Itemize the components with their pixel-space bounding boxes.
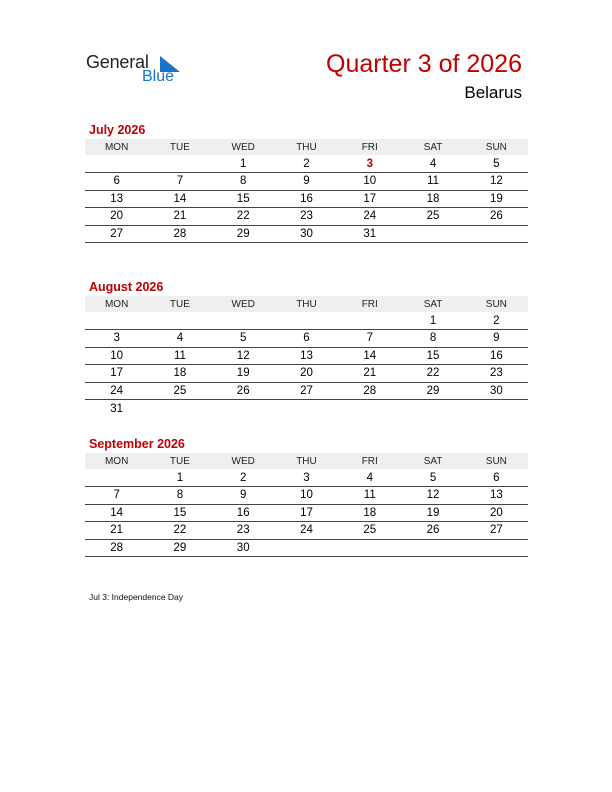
weekday-header: THU (275, 296, 338, 312)
month-title: July 2026 (89, 123, 146, 137)
weekday-header-row (85, 453, 528, 469)
day-cell: 8 (148, 487, 211, 505)
day-cell: 23 (465, 365, 528, 383)
empty-day-cell (85, 312, 148, 330)
month-title: September 2026 (89, 437, 185, 451)
weekday-header-row (85, 139, 528, 155)
day-cell: 23 (275, 208, 338, 226)
day-cell: 20 (465, 504, 528, 522)
weekday-header: SAT (401, 139, 464, 155)
month-august (85, 279, 528, 417)
week-row (85, 487, 528, 505)
day-cell: 27 (465, 522, 528, 540)
weekday-header: FRI (338, 139, 401, 155)
day-cell: 10 (338, 173, 401, 191)
weekday-header: MON (85, 296, 148, 312)
day-cell: 25 (338, 522, 401, 540)
week-row (85, 312, 528, 330)
day-cell: 9 (465, 330, 528, 348)
day-cell: 19 (465, 190, 528, 208)
day-cell: 31 (338, 225, 401, 243)
day-cell: 26 (212, 382, 275, 400)
weekday-header: FRI (338, 296, 401, 312)
empty-day-cell (85, 469, 148, 487)
week-row (85, 155, 528, 173)
week-row (85, 522, 528, 540)
day-cell: 24 (338, 208, 401, 226)
week-row (85, 382, 528, 400)
day-cell: 4 (401, 155, 464, 173)
weekday-header: SUN (465, 139, 528, 155)
day-cell: 24 (275, 522, 338, 540)
weekday-header: THU (275, 453, 338, 469)
day-cell: 5 (212, 330, 275, 348)
day-cell: 17 (85, 365, 148, 383)
weekday-header: TUE (148, 139, 211, 155)
empty-day-cell (148, 400, 211, 418)
day-cell: 30 (465, 382, 528, 400)
empty-day-cell (465, 400, 528, 418)
day-cell: 13 (85, 190, 148, 208)
day-cell: 17 (338, 190, 401, 208)
day-cell: 14 (148, 190, 211, 208)
week-row (85, 504, 528, 522)
day-cell: 23 (212, 522, 275, 540)
day-cell: 2 (465, 312, 528, 330)
empty-day-cell (338, 539, 401, 557)
day-cell: 13 (465, 487, 528, 505)
day-cell: 18 (401, 190, 464, 208)
calendar-table (85, 453, 528, 557)
day-cell: 21 (148, 208, 211, 226)
day-cell: 8 (212, 173, 275, 191)
day-cell: 15 (212, 190, 275, 208)
weekday-header: WED (212, 453, 275, 469)
day-cell: 14 (85, 504, 148, 522)
generalblue-logo (86, 52, 186, 88)
day-cell: 24 (85, 382, 148, 400)
day-cell: 3 (85, 330, 148, 348)
day-cell: 21 (85, 522, 148, 540)
day-cell: 27 (275, 382, 338, 400)
day-cell: 4 (338, 469, 401, 487)
day-cell: 1 (401, 312, 464, 330)
day-cell: 19 (401, 504, 464, 522)
day-cell: 30 (212, 539, 275, 557)
day-cell: 5 (465, 155, 528, 173)
day-cell: 3 (275, 469, 338, 487)
day-cell: 8 (401, 330, 464, 348)
day-cell: 30 (275, 225, 338, 243)
day-cell: 4 (148, 330, 211, 348)
month-july (85, 122, 528, 243)
empty-day-cell (338, 312, 401, 330)
day-cell: 27 (85, 225, 148, 243)
day-cell: 28 (338, 382, 401, 400)
empty-day-cell (212, 400, 275, 418)
empty-day-cell (338, 400, 401, 418)
week-row (85, 330, 528, 348)
day-cell: 22 (148, 522, 211, 540)
day-cell: 12 (401, 487, 464, 505)
week-row (85, 400, 528, 418)
day-cell: 29 (401, 382, 464, 400)
day-cell: 6 (85, 173, 148, 191)
week-row (85, 365, 528, 383)
day-cell: 5 (401, 469, 464, 487)
day-cell: 10 (85, 347, 148, 365)
day-cell: 28 (85, 539, 148, 557)
day-cell: 26 (401, 522, 464, 540)
empty-day-cell (401, 400, 464, 418)
empty-day-cell (148, 312, 211, 330)
calendar-table (85, 139, 528, 243)
day-cell: 29 (148, 539, 211, 557)
logo-general-text: General (86, 52, 149, 72)
day-cell: 6 (275, 330, 338, 348)
month-title: August 2026 (89, 280, 164, 294)
day-cell: 1 (212, 155, 275, 173)
day-cell: 22 (212, 208, 275, 226)
country-name: Belarus (464, 83, 522, 102)
empty-day-cell (85, 155, 148, 173)
weekday-header: SUN (465, 296, 528, 312)
day-cell: 18 (338, 504, 401, 522)
day-cell: 12 (212, 347, 275, 365)
weekday-header-row (85, 296, 528, 312)
empty-day-cell (275, 539, 338, 557)
day-cell: 6 (465, 469, 528, 487)
day-cell: 11 (148, 347, 211, 365)
day-cell: 25 (148, 382, 211, 400)
day-cell: 10 (275, 487, 338, 505)
weekday-header: FRI (338, 453, 401, 469)
weekday-header: MON (85, 139, 148, 155)
empty-day-cell (275, 312, 338, 330)
page-title: Quarter 3 of 2026 (326, 50, 522, 78)
weekday-header: SAT (401, 453, 464, 469)
week-row (85, 208, 528, 226)
logo-blue-text: Blue (142, 68, 175, 85)
day-cell: 11 (338, 487, 401, 505)
week-row (85, 469, 528, 487)
day-cell: 16 (275, 190, 338, 208)
day-cell: 7 (85, 487, 148, 505)
day-cell: 2 (275, 155, 338, 173)
day-cell: 15 (401, 347, 464, 365)
day-cell: 22 (401, 365, 464, 383)
empty-day-cell (465, 225, 528, 243)
day-cell: 13 (275, 347, 338, 365)
week-row (85, 173, 528, 191)
weekday-header: WED (212, 296, 275, 312)
day-cell: 11 (401, 173, 464, 191)
day-cell: 7 (338, 330, 401, 348)
day-cell: 19 (212, 365, 275, 383)
day-cell: 2 (212, 469, 275, 487)
day-cell: 9 (275, 173, 338, 191)
day-cell: 25 (401, 208, 464, 226)
calendar-table (85, 296, 528, 417)
weekday-header: WED (212, 139, 275, 155)
week-row (85, 539, 528, 557)
day-cell: 15 (148, 504, 211, 522)
day-cell: 16 (212, 504, 275, 522)
empty-day-cell (401, 539, 464, 557)
weekday-header: SAT (401, 296, 464, 312)
week-row (85, 347, 528, 365)
day-cell: 20 (85, 208, 148, 226)
day-cell: 17 (275, 504, 338, 522)
day-cell: 9 (212, 487, 275, 505)
day-cell: 31 (110, 402, 124, 415)
day-cell: 14 (338, 347, 401, 365)
day-cell: 1 (148, 469, 211, 487)
weekday-header: THU (275, 139, 338, 155)
week-row (85, 190, 528, 208)
day-cell: 18 (148, 365, 211, 383)
day-cell: 29 (212, 225, 275, 243)
day-cell: 28 (148, 225, 211, 243)
day-cell: 26 (465, 208, 528, 226)
empty-day-cell (465, 539, 528, 557)
empty-day-cell (212, 312, 275, 330)
weekday-header: MON (85, 453, 148, 469)
day-cell: 7 (148, 173, 211, 191)
holiday-footnote: Jul 3: Independence Day (89, 592, 184, 602)
day-cell: 12 (465, 173, 528, 191)
day-cell: 20 (275, 365, 338, 383)
month-september (85, 436, 528, 557)
empty-day-cell (401, 225, 464, 243)
day-cell: 16 (465, 347, 528, 365)
week-row (85, 225, 528, 243)
empty-day-cell (148, 155, 211, 173)
day-cell: 21 (338, 365, 401, 383)
holiday-day-cell: 3 (338, 155, 401, 173)
weekday-header: TUE (148, 453, 211, 469)
weekday-header: SUN (465, 453, 528, 469)
weekday-header: TUE (148, 296, 211, 312)
empty-day-cell (275, 400, 338, 418)
